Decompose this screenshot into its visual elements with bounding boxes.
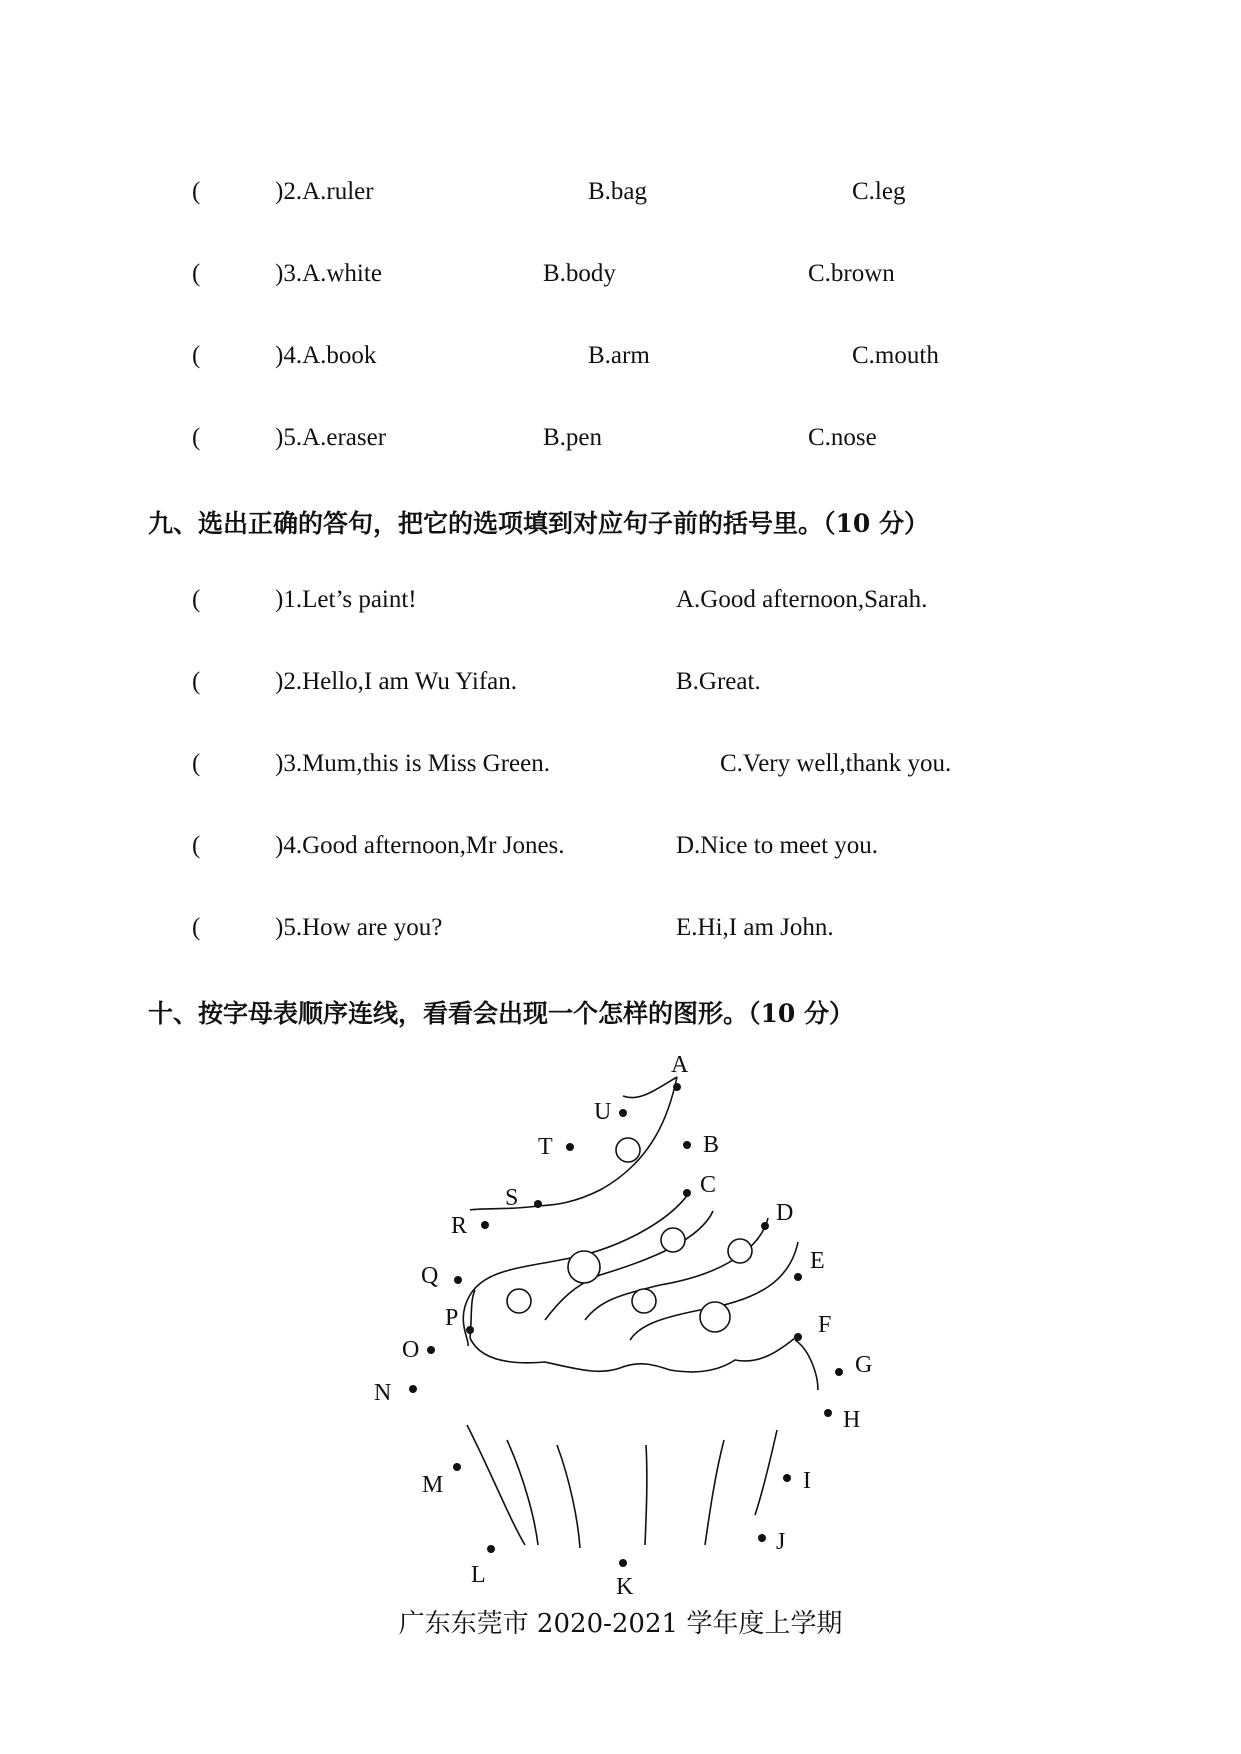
dot-N xyxy=(409,1385,417,1393)
dot-U xyxy=(619,1109,627,1117)
dot-label-K: K xyxy=(616,1574,634,1600)
dot-label-C: C xyxy=(700,1172,717,1198)
dot-label-H: H xyxy=(843,1407,861,1433)
sprinkle-circles xyxy=(507,1138,752,1332)
s8-row-4-option-b: B.arm xyxy=(588,342,650,369)
dot-K xyxy=(619,1559,627,1567)
dot-C xyxy=(683,1189,691,1197)
dot-A xyxy=(673,1083,681,1091)
dot-Q xyxy=(454,1276,462,1284)
dot-E xyxy=(794,1273,802,1281)
dot-label-P: P xyxy=(445,1305,459,1331)
dot-label-F: F xyxy=(818,1312,832,1338)
s9-row-1-paren: ( xyxy=(192,586,201,613)
s9-row-5-paren: ( xyxy=(192,914,201,941)
sprinkle-circle xyxy=(507,1289,531,1313)
dot-G xyxy=(835,1368,843,1376)
dot-label-G: G xyxy=(855,1352,873,1378)
s8-row-2-question: )2.A.ruler xyxy=(275,178,374,205)
dot-T xyxy=(566,1143,574,1151)
sprinkle-circle xyxy=(632,1289,656,1313)
s8-row-2-option-b: B.bag xyxy=(588,178,648,205)
sprinkle-circle xyxy=(616,1138,640,1162)
dot-L xyxy=(487,1545,495,1553)
dot-label-S: S xyxy=(505,1185,519,1211)
s9-row-3-answer: C.Very well,thank you. xyxy=(720,750,952,777)
s9-row-5-question: )5.How are you? xyxy=(275,914,443,941)
section9-heading: 九、选出正确的答句，把它的选项填到对应句子前的括号里。（10 分） xyxy=(148,509,929,538)
s9-row-4-answer: D.Nice to meet you. xyxy=(676,832,879,859)
s8-row-2-paren: ( xyxy=(192,178,201,205)
dot-label-N: N xyxy=(374,1380,392,1406)
s9-row-2-answer: B.Great. xyxy=(676,668,761,695)
dot-label-D: D xyxy=(776,1200,794,1226)
s8-row-4-option-c: C.mouth xyxy=(852,342,939,369)
s8-row-3-question: )3.A.white xyxy=(275,260,382,287)
dot-I xyxy=(783,1474,791,1482)
dot-H xyxy=(824,1409,832,1417)
dot-label-Q: Q xyxy=(421,1263,439,1289)
s9-row-1-question: )1.Let’s paint! xyxy=(275,586,417,613)
dot-D xyxy=(761,1222,769,1230)
dot-M xyxy=(453,1463,461,1471)
dot-label-J: J xyxy=(776,1529,786,1555)
dot-label-U: U xyxy=(594,1099,612,1125)
s8-row-3-option-c: C.brown xyxy=(808,260,895,287)
dot-R xyxy=(481,1221,489,1229)
s9-row-2-question: )2.Hello,I am Wu Yifan. xyxy=(275,668,517,695)
dot-P xyxy=(466,1326,474,1334)
s8-row-3-paren: ( xyxy=(192,260,201,287)
dot-label-B: B xyxy=(703,1132,720,1158)
dot-label-R: R xyxy=(451,1213,468,1239)
s8-row-5-option-b: B.pen xyxy=(543,424,603,451)
s8-row-5-question: )5.A.eraser xyxy=(275,424,387,451)
sprinkle-circle xyxy=(700,1302,730,1332)
dot-F xyxy=(794,1333,802,1341)
s8-row-4-question: )4.A.book xyxy=(275,342,377,369)
s9-row-1-answer: A.Good afternoon,Sarah. xyxy=(676,586,928,613)
s9-row-4-question: )4.Good afternoon,Mr Jones. xyxy=(275,832,565,859)
s9-row-3-question: )3.Mum,this is Miss Green. xyxy=(275,750,550,777)
s9-row-4-paren: ( xyxy=(192,832,201,859)
sprinkle-circle xyxy=(728,1239,752,1263)
dot-B xyxy=(683,1141,691,1149)
s8-row-4-paren: ( xyxy=(192,342,201,369)
s8-row-5-option-c: C.nose xyxy=(808,424,877,451)
s9-row-2-paren: ( xyxy=(192,668,201,695)
s9-row-3-paren: ( xyxy=(192,750,201,777)
page-footer: 广东东莞市 2020-2021 学年度上学期 xyxy=(398,1609,843,1639)
dot-label-T: T xyxy=(538,1134,553,1160)
dot-J xyxy=(758,1534,766,1542)
dot-S xyxy=(534,1200,542,1208)
sprinkle-circle xyxy=(661,1228,685,1252)
sprinkle-circle xyxy=(568,1251,600,1283)
s9-row-5-answer: E.Hi,I am John. xyxy=(676,914,834,941)
dot-label-E: E xyxy=(810,1248,825,1274)
dot-label-A: A xyxy=(671,1052,689,1078)
dot-O xyxy=(427,1346,435,1354)
dot-labels xyxy=(374,1052,872,1600)
dot-label-O: O xyxy=(402,1337,420,1363)
s8-row-5-paren: ( xyxy=(192,424,201,451)
dot-label-L: L xyxy=(471,1562,486,1588)
s8-row-2-option-c: C.leg xyxy=(852,178,906,205)
dot-label-I: I xyxy=(803,1468,811,1494)
s8-row-3-option-b: B.body xyxy=(543,260,616,287)
section10-heading: 十、按字母表顺序连线，看看会出现一个怎样的图形。（10 分） xyxy=(148,999,854,1028)
dot-label-M: M xyxy=(422,1472,444,1498)
